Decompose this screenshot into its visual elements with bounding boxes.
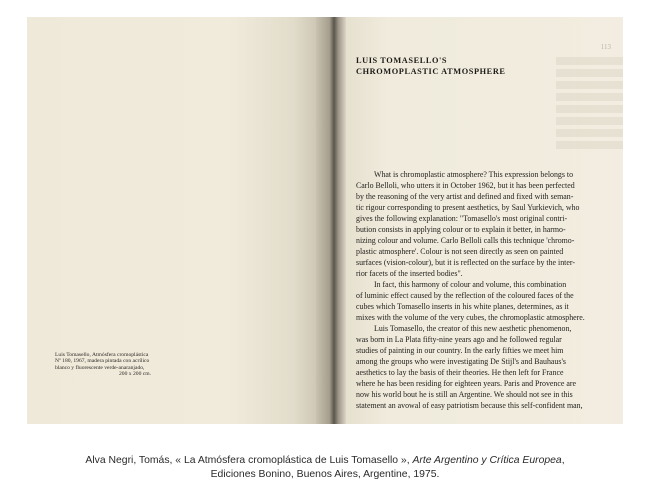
title-line-1: LUIS TOMASELLO'S <box>356 56 448 65</box>
article-title <box>356 55 506 77</box>
left-page <box>27 17 316 424</box>
body-line: where he has been residing for eighteen years. Paris and Provence are <box>356 379 576 388</box>
body-line: What is chromoplastic atmosphere? This expression belongs to <box>374 170 574 179</box>
book-gutter <box>316 17 346 424</box>
artwork-caption <box>55 352 215 378</box>
body-line: In fact, this harmony of colour and volume, this combination <box>374 280 567 289</box>
citation-line-2: Ediciones Bonino, Buenos Aires, Argentine, 1975. <box>210 469 440 480</box>
body-line: gives the following explanation: "Tomasello's most original contri- <box>356 214 568 223</box>
body-line: mixes with the volume of the very cubes, the chromoplastic atmosphere. <box>356 313 585 322</box>
body-line: cubes which Tomasello inserts in his white planes, determines, as it <box>356 302 569 311</box>
body-line: surfaces (vision-colour), but it is reflected on the surface by the inter- <box>356 258 575 267</box>
body-line: now his world bout he is still an Argentine. We should not see in this <box>356 390 573 399</box>
caption-line: Nº 180, 1967, madera pintada con acrílico <box>55 358 150 365</box>
body-line: tic rigour corresponding to present aesthetics, by Saul Yurkievich, who <box>356 203 580 212</box>
caption-line: 200 x 200 cm. <box>118 371 151 378</box>
body-line: of luminic effect caused by the reflection of the coloured faces of the <box>356 291 574 300</box>
page-number: 113 <box>600 43 611 51</box>
image-citation <box>0 454 650 482</box>
body-line: Carlo Belloli, who utters it in October 1962, but it has been perfected <box>356 181 575 190</box>
citation-author-title: Alva Negri, Tomás, « La Atmósfera cromoplástica de Luis Tomasello », <box>85 455 413 466</box>
title-line-2: CHROMOPLASTIC ATMOSPHERE <box>356 67 506 76</box>
book-scan <box>27 17 623 424</box>
body-line: by the reasoning of the very artist and defined and fixed with seman- <box>356 192 574 201</box>
right-page <box>346 17 623 424</box>
body-line: statement an avowal of easy patriotism because this self-confident man, <box>356 401 583 410</box>
body-line: bution consists in applying colour or to explain it better, in harmo- <box>356 225 566 234</box>
citation-book-title: Arte Argentino y Crítica Europea <box>412 455 562 466</box>
body-line: plastic atmosphere'. Colour is not seen directly as seen on painted <box>356 247 564 256</box>
caption-line: blanco y fluorescente verde-anaranjado, <box>55 364 145 371</box>
body-line: among the groups who were investigating De Stijl's and Bauhaus's <box>356 357 566 366</box>
citation-line-1 <box>0 454 650 468</box>
body-line: was born in La Plata fifty-nine years ago and he followed regular <box>356 335 562 344</box>
body-line: Luis Tomasello, the creator of this new aesthetic phenomenon, <box>374 324 572 333</box>
article-body <box>356 169 618 411</box>
body-line: nizing colour and volume. Carlo Belloli calls this technique 'chromo- <box>356 236 575 245</box>
body-line: rior facets of the inserted bodies". <box>356 269 463 278</box>
body-line: aesthetics to lay the basis of their theories. He then left for France <box>356 368 564 377</box>
show-through-text <box>556 57 623 153</box>
body-line: studies of painting in our country. In the early fifties we meet him <box>356 346 564 355</box>
caption-line: Luis Tomasello, Atmósfera cromoplástica <box>55 352 149 358</box>
citation-comma: , <box>561 455 565 466</box>
